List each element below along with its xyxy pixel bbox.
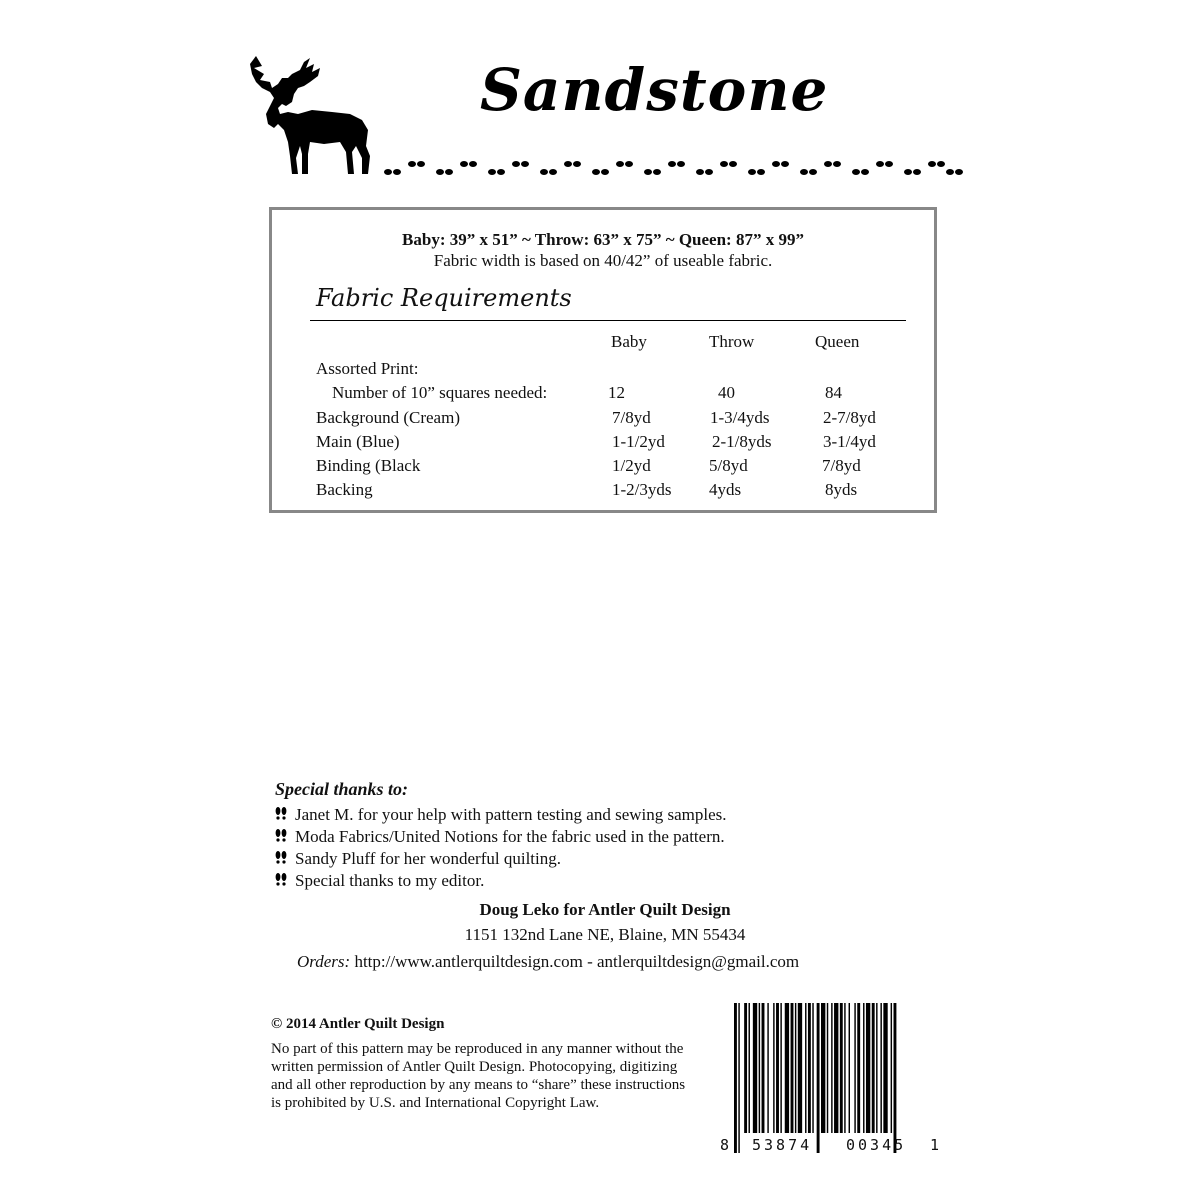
column-header-throw: Throw <box>709 332 755 351</box>
cell-throw: 5/8yd <box>709 456 748 475</box>
barcode-bar <box>857 1003 860 1133</box>
thanks-text: Moda Fabrics/United Notions for the fabric used in the pattern. <box>295 827 725 846</box>
barcode-bar <box>776 1003 779 1133</box>
barcode-bar <box>844 1003 845 1133</box>
hoofprint-icon <box>275 805 295 825</box>
barcode-bar <box>834 1003 838 1133</box>
orders-contact[interactable]: http://www.antlerquiltdesign.com - antlerquiltdesign@gmail.com <box>354 952 800 971</box>
quilt-sizes: Baby: 39” x 51” ~ Throw: 63” x 75” ~ Queen: 87” x 99” <box>402 230 804 249</box>
animal-tracks-icon <box>380 148 980 182</box>
cell-queen: 8yds <box>825 480 858 499</box>
row-label: Binding (Black <box>316 456 421 475</box>
barcode-bar <box>866 1003 870 1133</box>
list-item <box>275 827 725 847</box>
cell-queen: 3-1/4yd <box>823 432 876 451</box>
cell-baby: 7/8yd <box>612 408 651 427</box>
list-item <box>275 805 727 825</box>
orders-line <box>297 952 799 972</box>
cell-baby: 1-1/2yd <box>612 432 665 451</box>
barcode-bar <box>872 1003 875 1133</box>
barcode-bar <box>738 1003 739 1153</box>
barcode-icon <box>718 1003 943 1155</box>
hoofprint-icon <box>275 849 295 869</box>
barcode-first-digit: 8 <box>720 1136 730 1154</box>
row-label: Main (Blue) <box>316 432 400 451</box>
barcode-bar <box>773 1003 774 1133</box>
group-label: Assorted Print: <box>316 359 419 378</box>
fabric-requirements-box <box>269 207 937 513</box>
hoofprint-icon <box>275 827 295 847</box>
list-item <box>275 871 484 891</box>
barcode-bar <box>785 1003 789 1133</box>
copyright-line: © 2014 Antler Quilt Design <box>271 1016 445 1032</box>
barcode-right-group: 00345 <box>846 1136 907 1154</box>
barcode-bar <box>734 1003 737 1153</box>
cell-queen: 84 <box>825 383 842 402</box>
row-label: Background (Cream) <box>316 408 460 427</box>
list-item <box>275 849 561 869</box>
column-header-baby: Baby <box>611 332 647 351</box>
barcode-bar <box>891 1003 892 1133</box>
barcode-bar <box>805 1003 806 1133</box>
orders-label: Orders: <box>297 952 351 971</box>
barcode-bar <box>791 1003 794 1133</box>
barcode-bar <box>883 1003 887 1133</box>
thanks-text: Janet M. for your help with pattern testing and sewing samples. <box>295 805 727 824</box>
cell-queen: 7/8yd <box>822 456 861 475</box>
cell-baby: 12 <box>608 383 625 402</box>
thanks-text: Sandy Pluff for her wonderful quilting. <box>295 849 561 868</box>
page-title: Sandstone <box>480 56 829 124</box>
company-address: 1151 132nd Lane NE, Blaine, MN 55434 <box>464 925 746 944</box>
barcode-bar <box>863 1003 864 1133</box>
cell-throw: 1-3/4yds <box>710 408 770 427</box>
barcode-bar <box>821 1003 825 1133</box>
barcode-left-group: 53874 <box>752 1136 813 1154</box>
hoofprint-icon <box>275 871 295 891</box>
cell-throw: 40 <box>718 383 735 402</box>
barcode-bar <box>894 1003 897 1153</box>
barcode-bar <box>812 1003 813 1133</box>
barcode-bar <box>808 1003 811 1133</box>
cell-throw: 4yds <box>709 480 742 499</box>
moose-silhouette-icon <box>248 48 380 180</box>
barcode-bar <box>753 1003 757 1133</box>
cell-baby: 1/2yd <box>612 456 651 475</box>
barcode-bar <box>817 1003 820 1153</box>
thanks-text: Special thanks to my editor. <box>295 871 485 890</box>
thanks-heading: Special thanks to: <box>275 779 409 799</box>
fabric-width-note: Fabric width is based on 40/42” of useable fabric. <box>433 251 773 270</box>
barcode-bar <box>744 1003 747 1133</box>
barcode-bar <box>840 1003 843 1133</box>
barcode-bar <box>767 1003 768 1133</box>
heading-underline <box>310 320 906 321</box>
cell-throw: 2-1/8yds <box>712 432 772 451</box>
barcode-bar <box>759 1003 760 1133</box>
barcode-bar <box>854 1003 855 1133</box>
barcode-bar <box>827 1003 828 1133</box>
company-name: Doug Leko for Antler Quilt Design <box>479 900 731 919</box>
barcode-bar <box>762 1003 765 1133</box>
cell-baby: 1-2/3yds <box>612 480 672 499</box>
barcode-bar <box>876 1003 877 1133</box>
barcode-bar <box>880 1003 881 1133</box>
cell-queen: 2-7/8yd <box>823 408 876 427</box>
barcode-bar <box>849 1003 850 1133</box>
copyright-notice: No part of this pattern may be reproduced in any manner without the written permission of Antler Quilt Design. Photocopying, digitizing and all other reproduction by any means to “share” these instructions is prohibited by U.S. and International Copyright Law. <box>271 1041 686 1111</box>
column-header-queen: Queen <box>815 332 860 351</box>
barcode-check-digit: 1 <box>930 1136 940 1154</box>
barcode-bar <box>831 1003 832 1133</box>
barcode-bar <box>795 1003 796 1133</box>
row-label: Backing <box>316 480 373 499</box>
barcode-bar <box>798 1003 802 1133</box>
row-label: Number of 10” squares needed: <box>332 383 548 402</box>
fabric-requirements-heading: Fabric Requirements <box>316 284 572 312</box>
barcode-bar <box>749 1003 750 1133</box>
barcode-bar <box>780 1003 781 1133</box>
